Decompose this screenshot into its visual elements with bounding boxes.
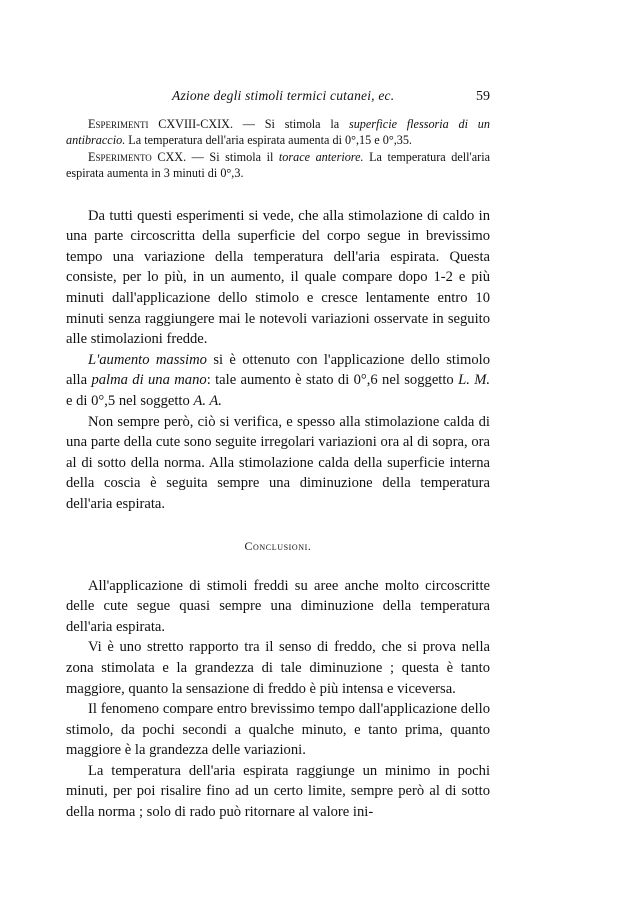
paragraph: All'applicazione di stimoli freddi su aree anche molto circoscritte delle cute segue quasi sempre una diminuzione della temperatura dell'aria espirata. bbox=[66, 577, 490, 635]
experiment-label: Esperimento CXX. bbox=[88, 149, 187, 164]
subject-initials: A. A. bbox=[193, 392, 222, 409]
paragraph-text: e di 0°,5 nel soggetto bbox=[66, 392, 194, 409]
page-number: 59 bbox=[476, 89, 490, 104]
note-text: La temperatura dell'aria espirata aumenta in 3 minuti di 0°,3. bbox=[66, 149, 490, 181]
paragraph bbox=[66, 350, 490, 412]
paragraph-text: : tale aumento è stato di 0°,6 nel soggetto bbox=[206, 372, 459, 389]
italic-term: L'aumento massimo bbox=[88, 351, 207, 368]
note-italic: torace anteriore. bbox=[278, 149, 364, 164]
paragraph: Vi è uno stretto rapporto tra il senso di freddo, che si prova nella zona stimolata e la grandezza di tale diminuzione ; questa è tanto maggiore, quanto la sensazione di freddo è più intensa e viceversa. bbox=[66, 639, 490, 697]
book-page bbox=[66, 88, 490, 823]
page-header bbox=[66, 88, 490, 108]
paragraph: Il fenomeno compare entro brevissimo tempo dall'applicazione dello stimolo, da pochi secondi a qualche minuto, e tanto prima, quanto maggiore è la grandezza delle variazioni. bbox=[66, 701, 490, 759]
paragraph: Da tutti questi esperimenti si vede, che alla stimolazione di caldo in una parte circoscritta della superficie del corpo segue in brevissimo tempo una variazione della temperatura dell'aria espirata. Questa consiste, per lo più, in un aumento, il quale compare dopo 1-2 e più minuti dall'applicazione dello stimolo e cresce lentamente entro 10 minuti senza raggiungere mai le notevoli variazioni osservate in seguito alle stimolazioni fredde. bbox=[66, 207, 490, 348]
note-text: La temperatura dell'aria espirata aumenta di 0°,15 e 0°,35. bbox=[125, 133, 412, 148]
note-italic: superficie flessoria di un antibraccio. bbox=[66, 117, 490, 148]
paragraph: La temperatura dell'aria espirata raggiunge un minimo in pochi minuti, per poi risalire fino ad un certo limite, sempre però al di sotto della norma ; solo di rado può ritornare al valore ini- bbox=[66, 762, 490, 821]
note-text: — Si stimola il bbox=[186, 149, 279, 164]
italic-term: palma di una mano bbox=[91, 372, 207, 389]
conclusions-text bbox=[66, 576, 490, 823]
subject-initials: L. M. bbox=[458, 372, 491, 389]
paragraph-text: si è ottenuto con l'applicazione dello stimolo alla bbox=[66, 351, 490, 389]
running-title: Azione degli stimoli termici cutanei, ec. bbox=[172, 88, 395, 103]
note-text: — Si stimola la bbox=[233, 117, 349, 131]
paragraph: Non sempre però, ciò si verifica, e spesso alla stimolazione calda di una parte della cute sono seguite irregolari variazioni ora al di sopra, ora al di sotto della norma. Alla stimolazione calda della superficie interna della coscia è seguita sempre una diminuzione della temperatura dell'aria espirata. bbox=[66, 413, 490, 512]
experiment-label: Esperimenti CXVIII-CXIX. bbox=[88, 117, 234, 131]
experiment-note bbox=[66, 116, 490, 149]
main-text bbox=[66, 206, 490, 515]
experiment-notes bbox=[66, 116, 490, 182]
section-heading: Conclusioni. bbox=[244, 538, 312, 553]
experiment-note bbox=[66, 149, 490, 182]
